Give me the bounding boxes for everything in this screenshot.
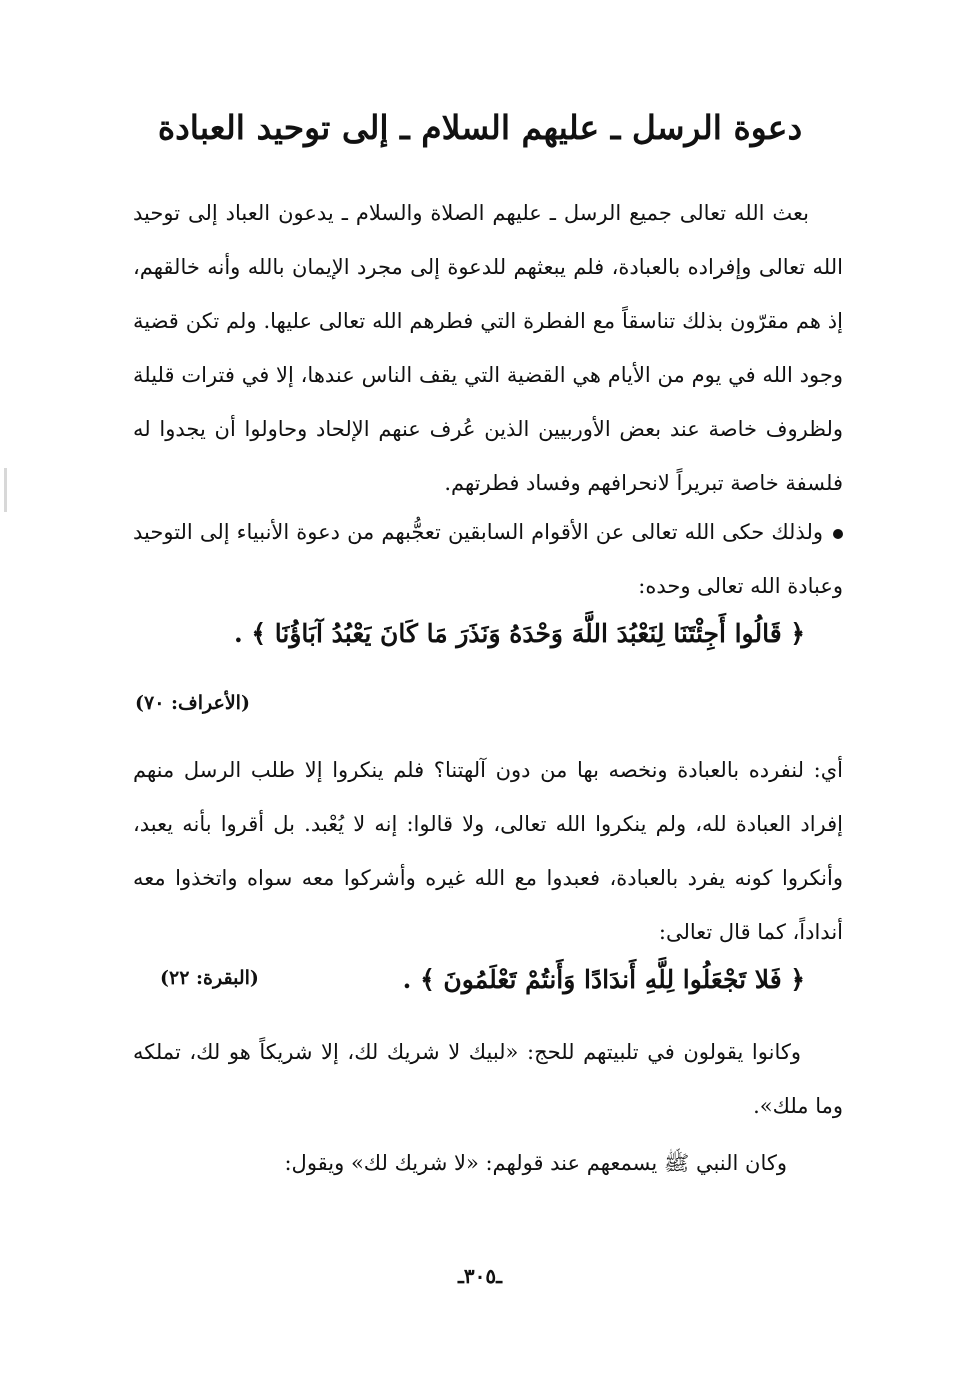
paragraph-intro	[133, 186, 843, 510]
paragraph-bullet-text	[133, 505, 843, 613]
verse-2-reference: (البقرة: ٢٢)	[160, 967, 259, 989]
chapter-title: دعوة الرسل ـ عليهم السلام ـ إلى توحيد العبادة	[157, 108, 803, 147]
page-number: ـ٣٠٥ـ	[458, 1264, 502, 1288]
quran-verse-2: ﴿ فَلا تَجْعَلُوا لِلَّهِ أَندَادًا وَأَنتُمْ تَعْلَمُونَ ﴾ .	[402, 965, 805, 994]
bullet-icon	[833, 529, 843, 539]
paragraph-prophet	[133, 1136, 843, 1190]
paragraph-bullet-content: ولذلك حكى الله تعالى عن الأقوام السابقين تعجُّبهم من دعوة الأنبياء إلى التوحيد وعبادة الله تعالى وحده:	[133, 520, 843, 598]
paragraph-talbiya-text: وكانوا يقولون في تلبيتهم للحج: «لبيك لا شريك لك، إلا شريكاً هو لك، تملكه وما ملك».	[133, 1040, 843, 1118]
paragraph-talbiya	[133, 1025, 843, 1133]
verse-1-reference: (الأعراف: ٧٠)	[135, 692, 250, 714]
quran-verse-1: ﴿ قَالُوا أَجِئْتَنَا لِنَعْبُدَ اللَّهَ وَحْدَهُ وَنَذَرَ مَا كَانَ يَعْبُدُ آبَاؤُنَا ﴾ .	[234, 619, 805, 648]
paragraph-prophet-text: وكان النبي ﷺ يسمعهم عند قولهم: «لا شريك لك» ويقول:	[284, 1151, 787, 1175]
paragraph-bullet	[133, 505, 843, 613]
paragraph-explanation	[133, 743, 843, 959]
paragraph-intro-text: بعث الله تعالى جميع الرسل ـ عليهم الصلاة والسلام ـ يدعون العباد إلى توحيد الله تعالى وإفراده بالعبادة، فلم يبعثهم للدعوة إلى مجرد الإيمان بالله وأنه خالقهم، إذ هم مقرّون بذلك تناسقاً مع الفطرة التي فطرهم الله تعالى عليها. ولم تكن قضية وجود الله في يوم من الأيام هي القضية التي يقف الناس عندها، إلا في فترات قليلة ولظروف خاصة عند بعض الأوربيين الذين عُرف عنهم الإلحاد وحاولوا أن يجدوا له فلسفة خاصة تبريراً لانحرافهم وفساد فطرتهم.	[133, 201, 843, 495]
scan-margin-mark	[4, 468, 7, 512]
paragraph-explanation-text: أي: لنفرده بالعبادة ونخصه بها من دون آلهتنا؟ فلم ينكروا إلا طلب الرسل منهم إفراد العبادة لله، ولم ينكروا الله تعالى، ولا قالوا: إنه لا يُعْبد. بل أقروا بأنه يعبد، وأنكروا كونه يفرد بالعبادة، فعبدوا مع الله غيره وأشركوا معه سواه واتخذوا معه أنداداً، كما قال تعالى:	[133, 758, 843, 944]
